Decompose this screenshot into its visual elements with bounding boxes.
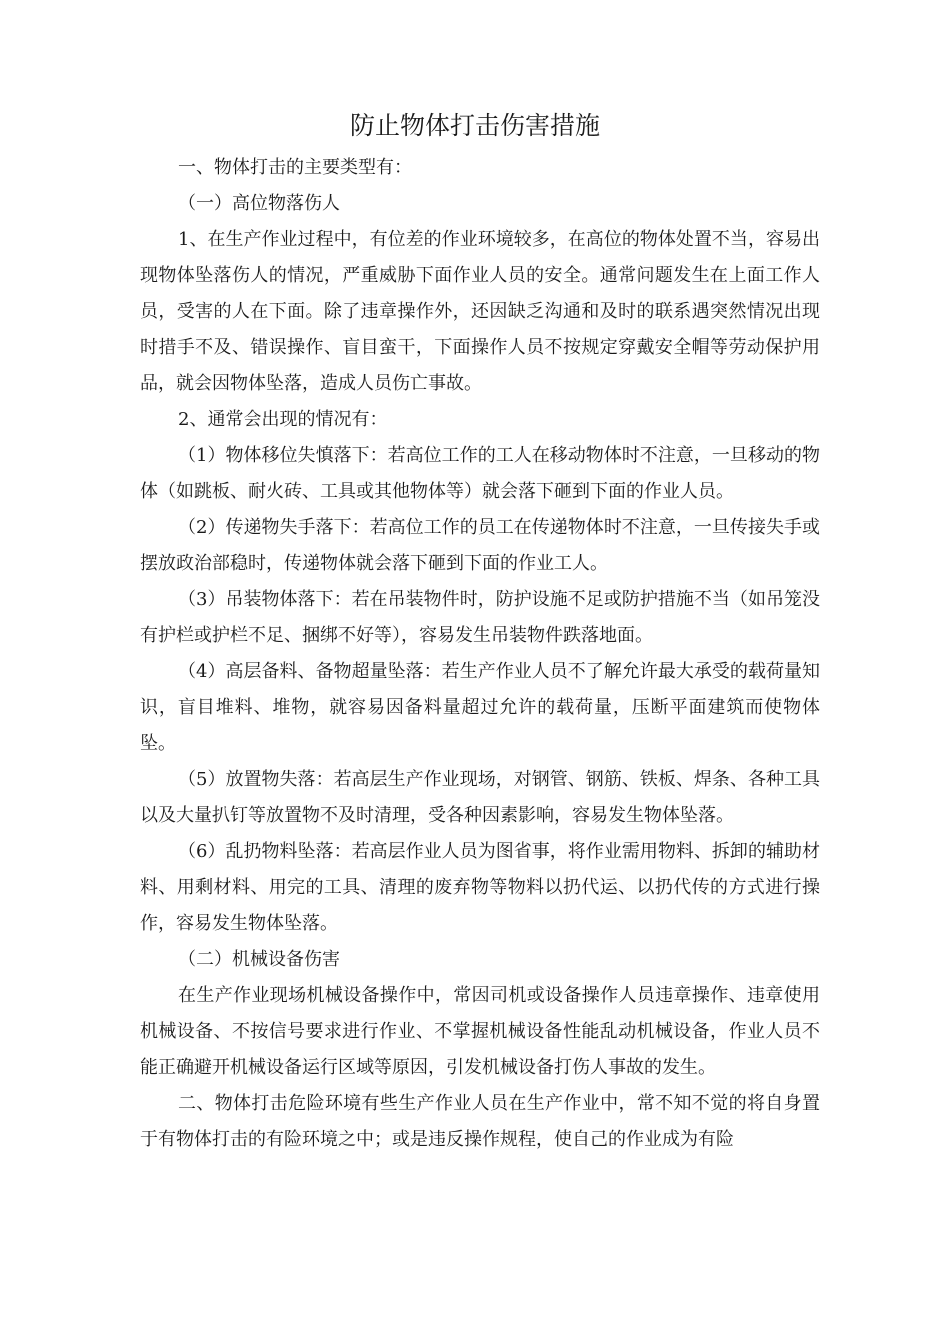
paragraph-2-heading: 2、通常会出现的情况有： — [178, 409, 388, 430]
heading-main-types: 一、物体打击的主要类型有： — [178, 157, 412, 178]
paragraph-1: 1、在生产作业过程中，有位差的作业环境较多，在高位的物体处置不当，容易出现物体坠落伤人的情况，严重威胁下面作业人员的安全。通常问题发生在上面工作人员，受害的人在下面。除了违章操作外，还因缺乏沟通和及时的联系遇突然情况出现时措手不及、错误操作、盲目蛮干，下面操作人员不按规定穿戴安全帽等劳动保护用品，就会因物体坠落，造成人员伤亡事故。 — [140, 229, 820, 394]
list-item-5: （5）放置物失落：若高层生产作业现场，对钢管、钢筋、铁板、焊条、各种工具以及大量扒钉等放置物不及时清理，受各种因素影响，容易发生物体坠落。 — [140, 769, 820, 826]
list-item-2: （2）传递物失手落下：若高位工作的员工在传递物体时不注意，一旦传接失手或摆放政治部稳时，传递物体就会落下砸到下面的作业工人。 — [140, 517, 820, 574]
document-body — [140, 150, 820, 1158]
paragraph-machinery: 在生产作业现场机械设备操作中，常因司机或设备操作人员违章操作、违章使用机械设备、不按信号要求进行作业、不掌握机械设备性能乱动机械设备，作业人员不能正确避开机械设备运行区域等原因，引发机械设备打伤人事故的发生。 — [140, 985, 820, 1078]
list-item-1: （1）物体移位失慎落下：若高位工作的工人在移动物体时不注意，一旦移动的物体（如跳板、耐火砖、工具或其他物体等）就会落下砸到下面的作业人员。 — [140, 445, 820, 502]
list-item-6: （6）乱扔物料坠落：若高层作业人员为图省事，将作业需用物料、拆卸的辅助材料、用剩材料、用完的工具、清理的废弃物等物料以扔代运、以扔代传的方式进行操作，容易发生物体坠落。 — [140, 841, 820, 934]
list-item-4: （4）高层备料、备物超量坠落：若生产作业人员不了解允许最大承受的载荷量知识，盲目堆料、堆物，就容易因备料量超过允许的载荷量，压断平面建筑而使物体坠。 — [140, 661, 820, 754]
subheading-machinery: （二）机械设备伤害 — [178, 949, 340, 970]
list-item-3: （3）吊装物体落下：若在吊装物件时，防护设施不足或防护措施不当（如吊笼没有护栏或护栏不足、捆绑不好等），容易发生吊装物件跌落地面。 — [140, 589, 820, 646]
subheading-high-falling: （一）高位物落伤人 — [178, 193, 340, 214]
paragraph-hazard-environment: 二、物体打击危险环境有些生产作业人员在生产作业中，常不知不觉的将自身置于有物体打击的有险环境之中；或是违反操作规程，使自己的作业成为有险 — [140, 1093, 820, 1150]
document-title: 防止物体打击伤害措施 — [349, 111, 600, 140]
